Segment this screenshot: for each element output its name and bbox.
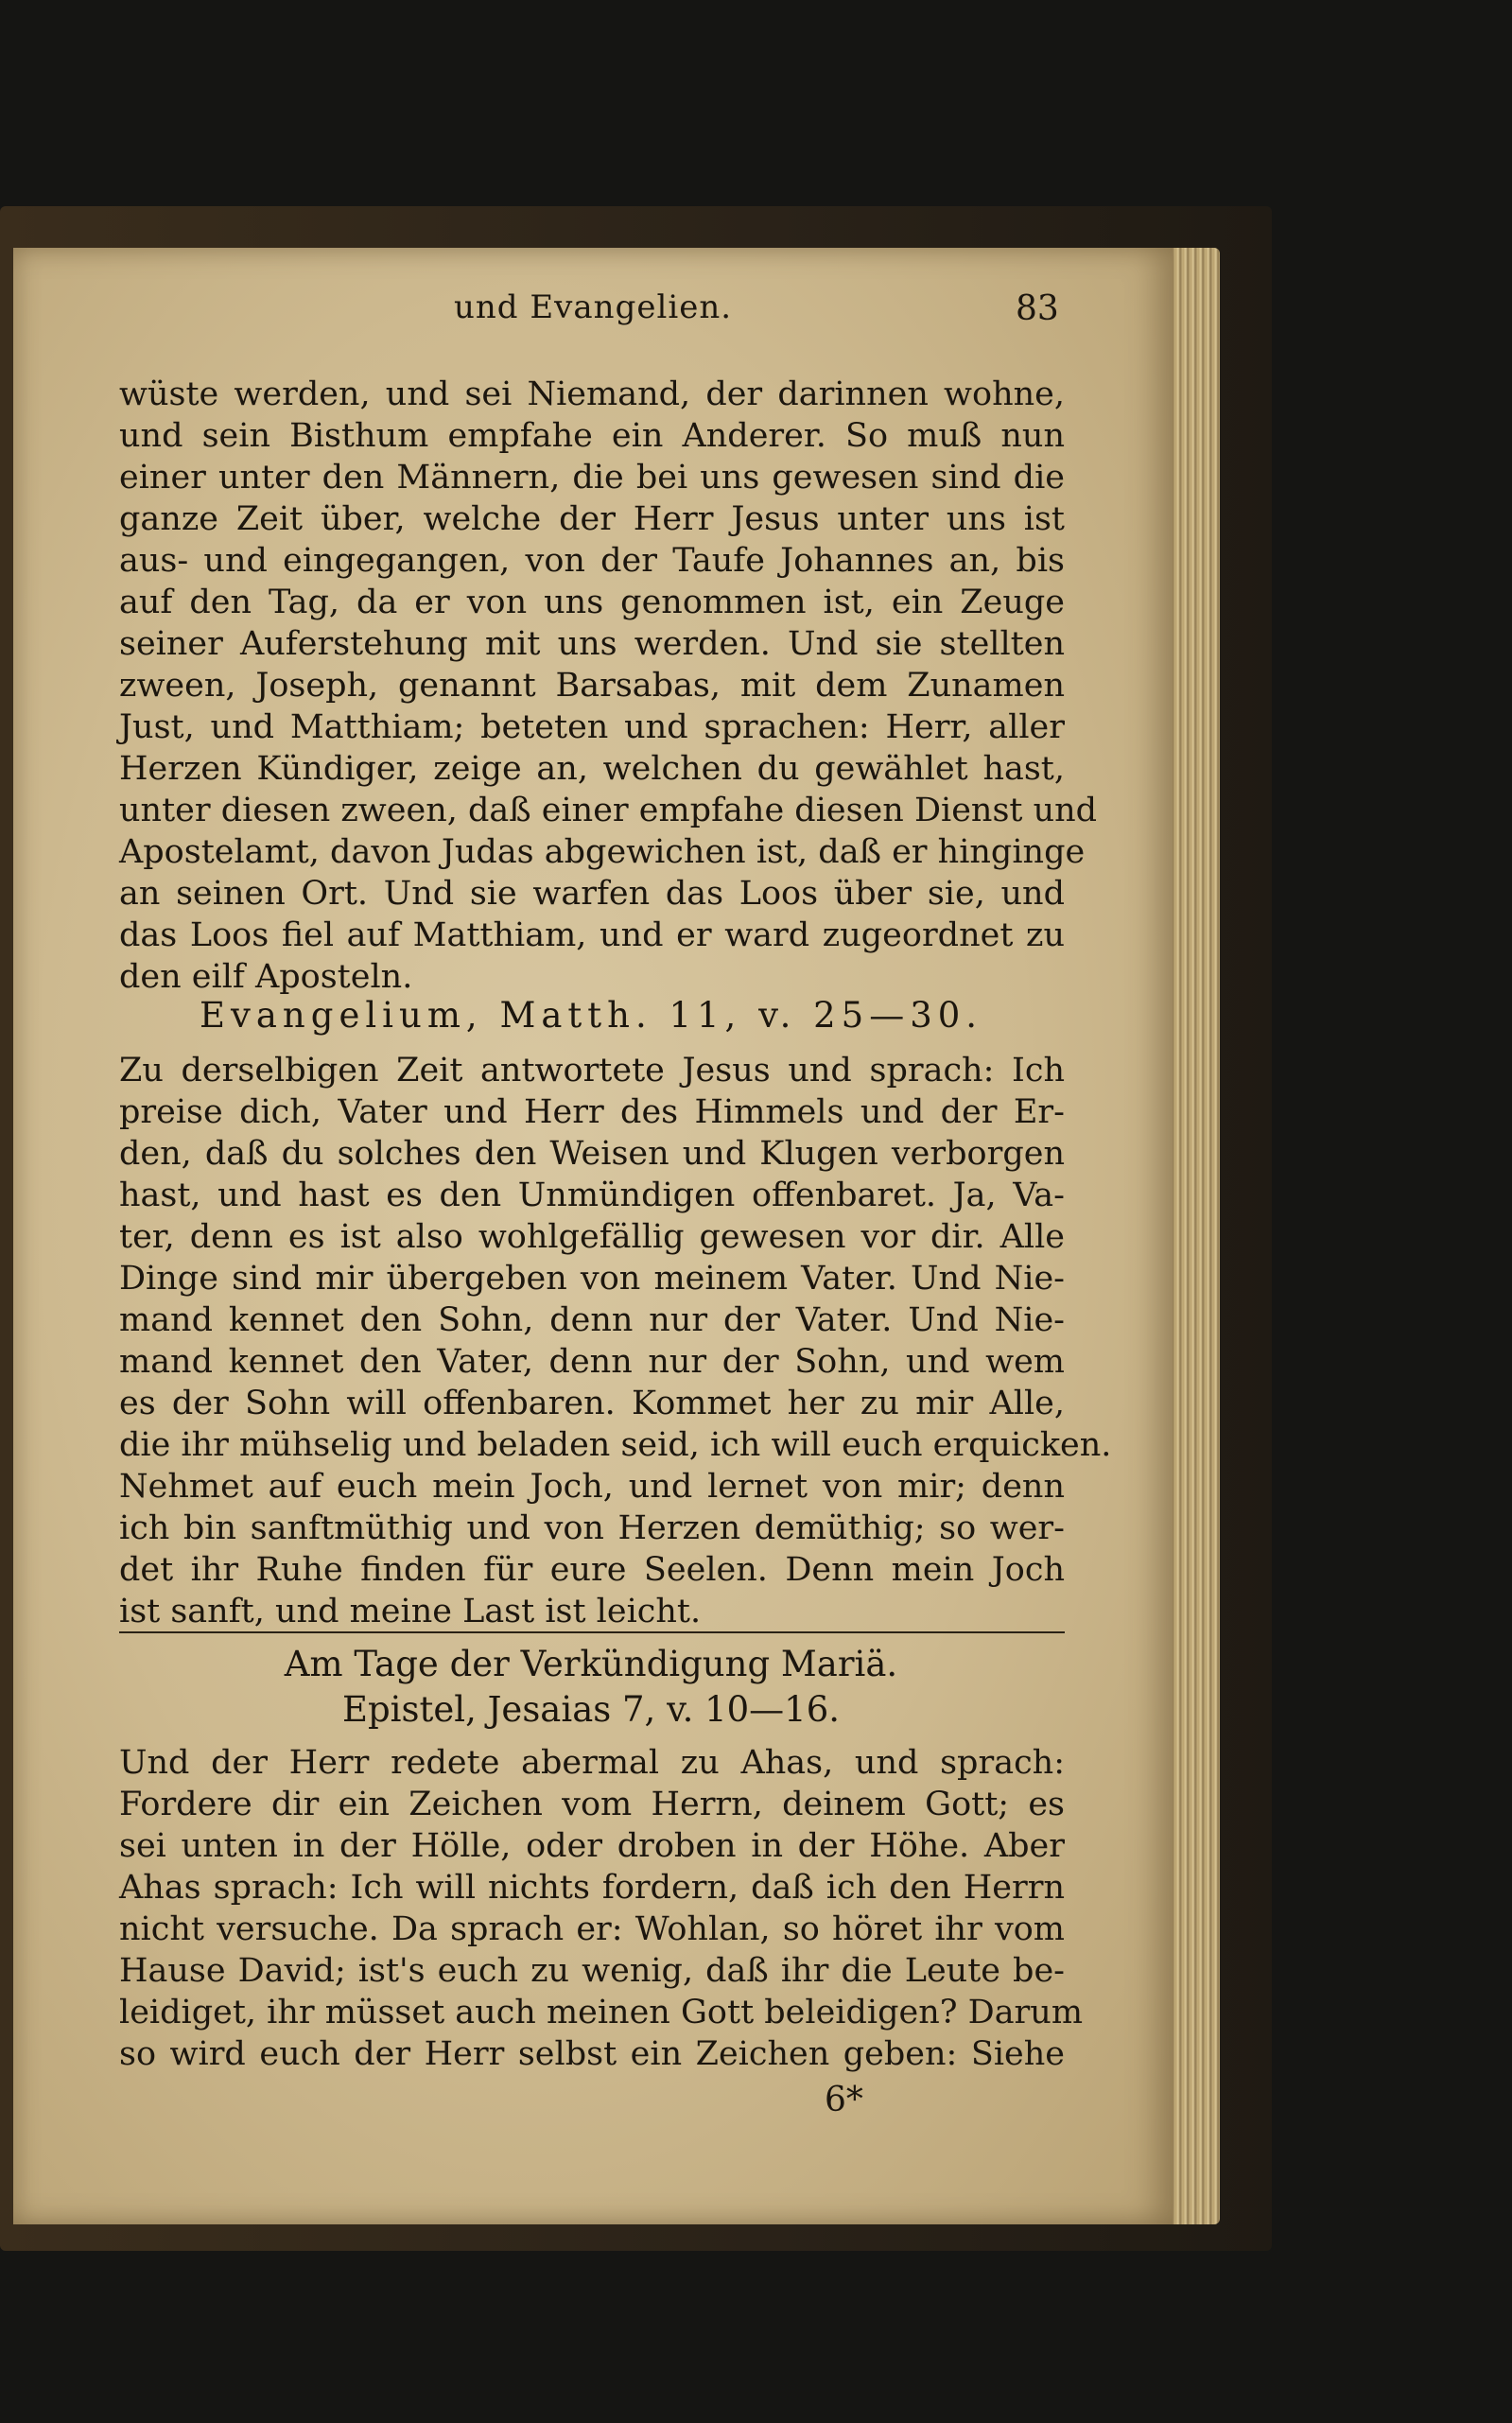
text-line: preise dich, Vater und Herr des Himmels und der Er- <box>119 1093 1065 1131</box>
text-line: unter diesen zween, daß einer empfahe diesen Dienst und <box>119 792 1098 829</box>
text-line: an seinen Ort. Und sie warfen das Loos über sie, und <box>119 875 1065 913</box>
text-line: einer unter den Männern, die bei uns gewesen sind die <box>119 459 1065 497</box>
text-line: seiner Auferstehung mit uns werden. Und sie stellten <box>119 625 1065 663</box>
page-edges <box>1168 248 1220 2224</box>
gospel-heading: Evangelium, Matth. 11, v. 25—30. <box>199 995 983 1036</box>
text-line: sei unten in der Hölle, oder droben in der Höhe. Aber <box>119 1827 1065 1865</box>
text-line: das Loos fiel auf Matthiam, und er ward zugeordnet zu <box>119 916 1065 954</box>
text-line: nicht versuche. Da sprach er: Wohlan, so höret ihr vom <box>119 1910 1065 1948</box>
section-divider <box>119 1631 1065 1633</box>
running-header: und Evangelien. <box>454 288 733 326</box>
text-line: ganze Zeit über, welche der Herr Jesus unter uns ist <box>119 500 1065 538</box>
feast-heading: Am Tage der Verkündigung Mariä. <box>284 1644 898 1684</box>
text-line: und sein Bisthum empfahe ein Anderer. So muß nun <box>119 417 1065 455</box>
text-line: zween, Joseph, genannt Barsabas, mit dem Zunamen <box>119 667 1065 705</box>
text-line: Und der Herr redete abermal zu Ahas, und sprach: <box>119 1744 1065 1782</box>
text-line: Fordere dir ein Zeichen vom Herrn, deinem Gott; es <box>119 1786 1065 1823</box>
text-line: den, daß du solches den Weisen und Klugen verborgen <box>119 1135 1065 1173</box>
text-line: Just, und Matthiam; beteten und sprachen: Herr, aller <box>119 708 1065 746</box>
text-line: ter, denn es ist also wohlgefällig gewesen vor dir. Alle <box>119 1218 1065 1256</box>
signature-mark: 6* <box>825 2081 863 2119</box>
text-line: leidiget, ihr müsset auch meinen Gott beleidigen? Darum <box>119 1994 1084 2031</box>
text-line: det ihr Ruhe finden für eure Seelen. Denn mein Joch <box>119 1551 1065 1589</box>
text-line: Apostelamt, davon Judas abgewichen ist, daß er hinginge <box>119 833 1086 871</box>
text-line: den eilf Aposteln. <box>119 958 413 996</box>
text-line: Dinge sind mir übergeben von meinem Vater. Und Nie- <box>119 1260 1065 1298</box>
text-line: Nehmet auf euch mein Joch, und lernet von mir; denn <box>119 1468 1065 1506</box>
text-line: die ihr mühselig und beladen seid, ich will euch erquicken. <box>119 1426 1112 1464</box>
page-number: 83 <box>1016 289 1059 328</box>
text-line: wüste werden, und sei Niemand, der darinnen wohne, <box>119 375 1065 413</box>
text-line: so wird euch der Herr selbst ein Zeichen geben: Siehe <box>119 2035 1065 2073</box>
text-line: mand kennet den Sohn, denn nur der Vater. Und Nie- <box>119 1301 1065 1339</box>
text-line: Zu derselbigen Zeit antwortete Jesus und sprach: Ich <box>119 1052 1065 1089</box>
text-line: es der Sohn will offenbaren. Kommet her zu mir Alle, <box>119 1385 1065 1422</box>
text-line: mand kennet den Vater, denn nur der Sohn, und wem <box>119 1343 1065 1381</box>
epistle-heading: Epistel, Jesaias 7, v. 10—16. <box>341 1689 841 1730</box>
text-line: aus- und eingegangen, von der Taufe Johannes an, bis <box>119 542 1065 580</box>
text-line: hast, und hast es den Unmündigen offenbaret. Ja, Va- <box>119 1177 1065 1214</box>
text-line: auf den Tag, da er von uns genommen ist, ein Zeuge <box>119 584 1065 621</box>
text-line: Hause David; ist's euch zu wenig, daß ihr die Leute be- <box>119 1952 1065 1990</box>
text-line: ist sanft, und meine Last ist leicht. <box>119 1593 702 1630</box>
text-line: ich bin sanftmüthig und von Herzen demüthig; so wer- <box>119 1509 1065 1547</box>
text-line: Herzen Kündiger, zeige an, welchen du gewählet hast, <box>119 750 1065 788</box>
text-line: Ahas sprach: Ich will nichts fordern, daß ich den Herrn <box>119 1869 1065 1907</box>
